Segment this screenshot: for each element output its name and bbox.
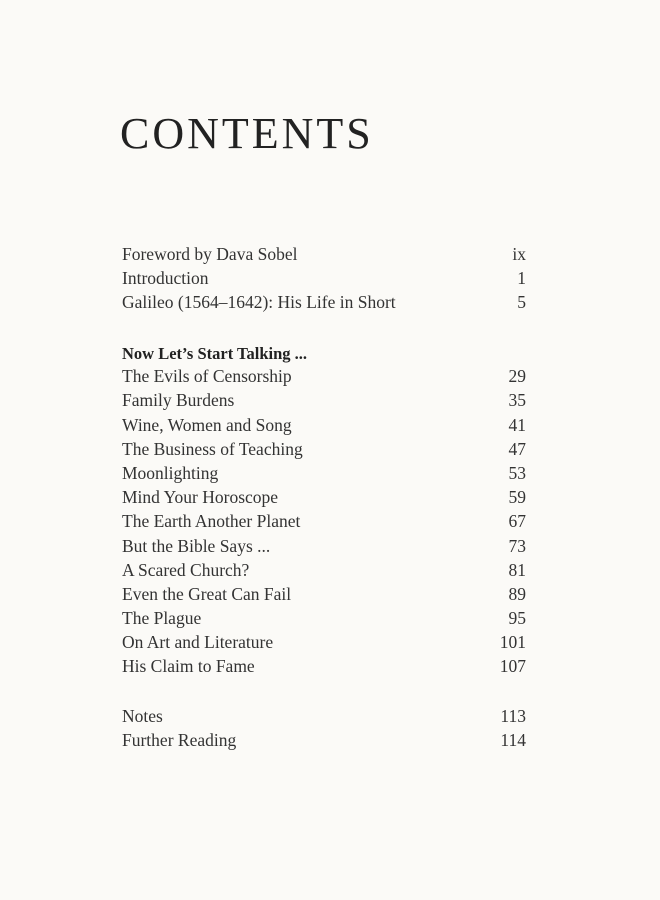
toc-entry-title: The Evils of Censorship [122,366,292,387]
toc-entry [122,415,526,439]
toc-entry [122,292,526,316]
toc-entry-title: Introduction [122,268,209,289]
toc-entry-page: 41 [508,414,526,435]
toc-entry [122,439,526,463]
page-title: CONTENTS [120,109,374,158]
talking-section [122,342,526,681]
toc-entry-page: 113 [500,706,526,726]
toc-entry-page: 5 [517,292,526,313]
toc-entry-page: 1 [517,268,526,289]
toc-entry-title: Wine, Women and Song [122,414,292,435]
back-matter-list [122,706,526,754]
toc-entry-page: 29 [508,366,526,387]
toc-entry-page: 107 [499,656,526,677]
toc-entry-title: His Claim to Fame [122,656,255,677]
toc-entry-title: Foreword by Dava Sobel [122,244,298,264]
toc-entry-title: Moonlighting [122,462,219,483]
toc-entry [122,463,526,487]
toc-entry [122,608,526,632]
toc-entry-page: 73 [508,535,526,556]
toc-entry-title: Galileo (1564–1642): His Life in Short [122,292,396,313]
toc-entry [122,656,526,680]
toc-entry-title: The Earth Another Planet [122,511,301,532]
toc-entry-page: 89 [508,583,526,604]
toc-entry-page: 114 [500,730,526,751]
toc-entry-title: The Business of Teaching [122,438,303,459]
toc-entry [122,366,526,390]
section-heading: Now Let’s Start Talking ... [122,344,308,363]
toc-entry [122,244,526,268]
toc-entry [122,584,526,608]
toc-entry [122,536,526,560]
front-matter-list [122,244,526,317]
toc-entry [122,560,526,584]
toc-entry [122,268,526,292]
toc-entry [122,632,526,656]
toc-entry [122,390,526,414]
toc-entry [122,511,526,535]
toc-entry-page: 47 [508,438,526,459]
toc-entry-page: 95 [508,608,526,629]
toc-entry-title: On Art and Literature [122,632,274,653]
toc-entry-title: Mind Your Horoscope [122,487,279,508]
toc-entry-title: The Plague [122,608,202,629]
toc-entry-page: 59 [508,487,526,508]
toc-entry-title: Further Reading [122,730,237,751]
toc-entry [122,730,526,754]
toc-entry-title: Notes [122,706,163,726]
toc-entry-page: ix [512,244,526,264]
toc-entry-page: 53 [508,462,526,483]
toc-entry-page: 35 [508,390,526,411]
toc-entry [122,706,526,730]
toc-entry-title: Even the Great Can Fail [122,583,292,604]
toc-entry-title: Family Burdens [122,390,235,411]
toc-entry-page: 101 [499,632,526,653]
toc-entry-page: 67 [508,511,526,532]
toc-entry-page: 81 [508,559,526,580]
toc-entry [122,487,526,511]
toc-entry-title: A Scared Church? [122,559,250,580]
toc-entry-title: But the Bible Says ... [122,535,271,556]
